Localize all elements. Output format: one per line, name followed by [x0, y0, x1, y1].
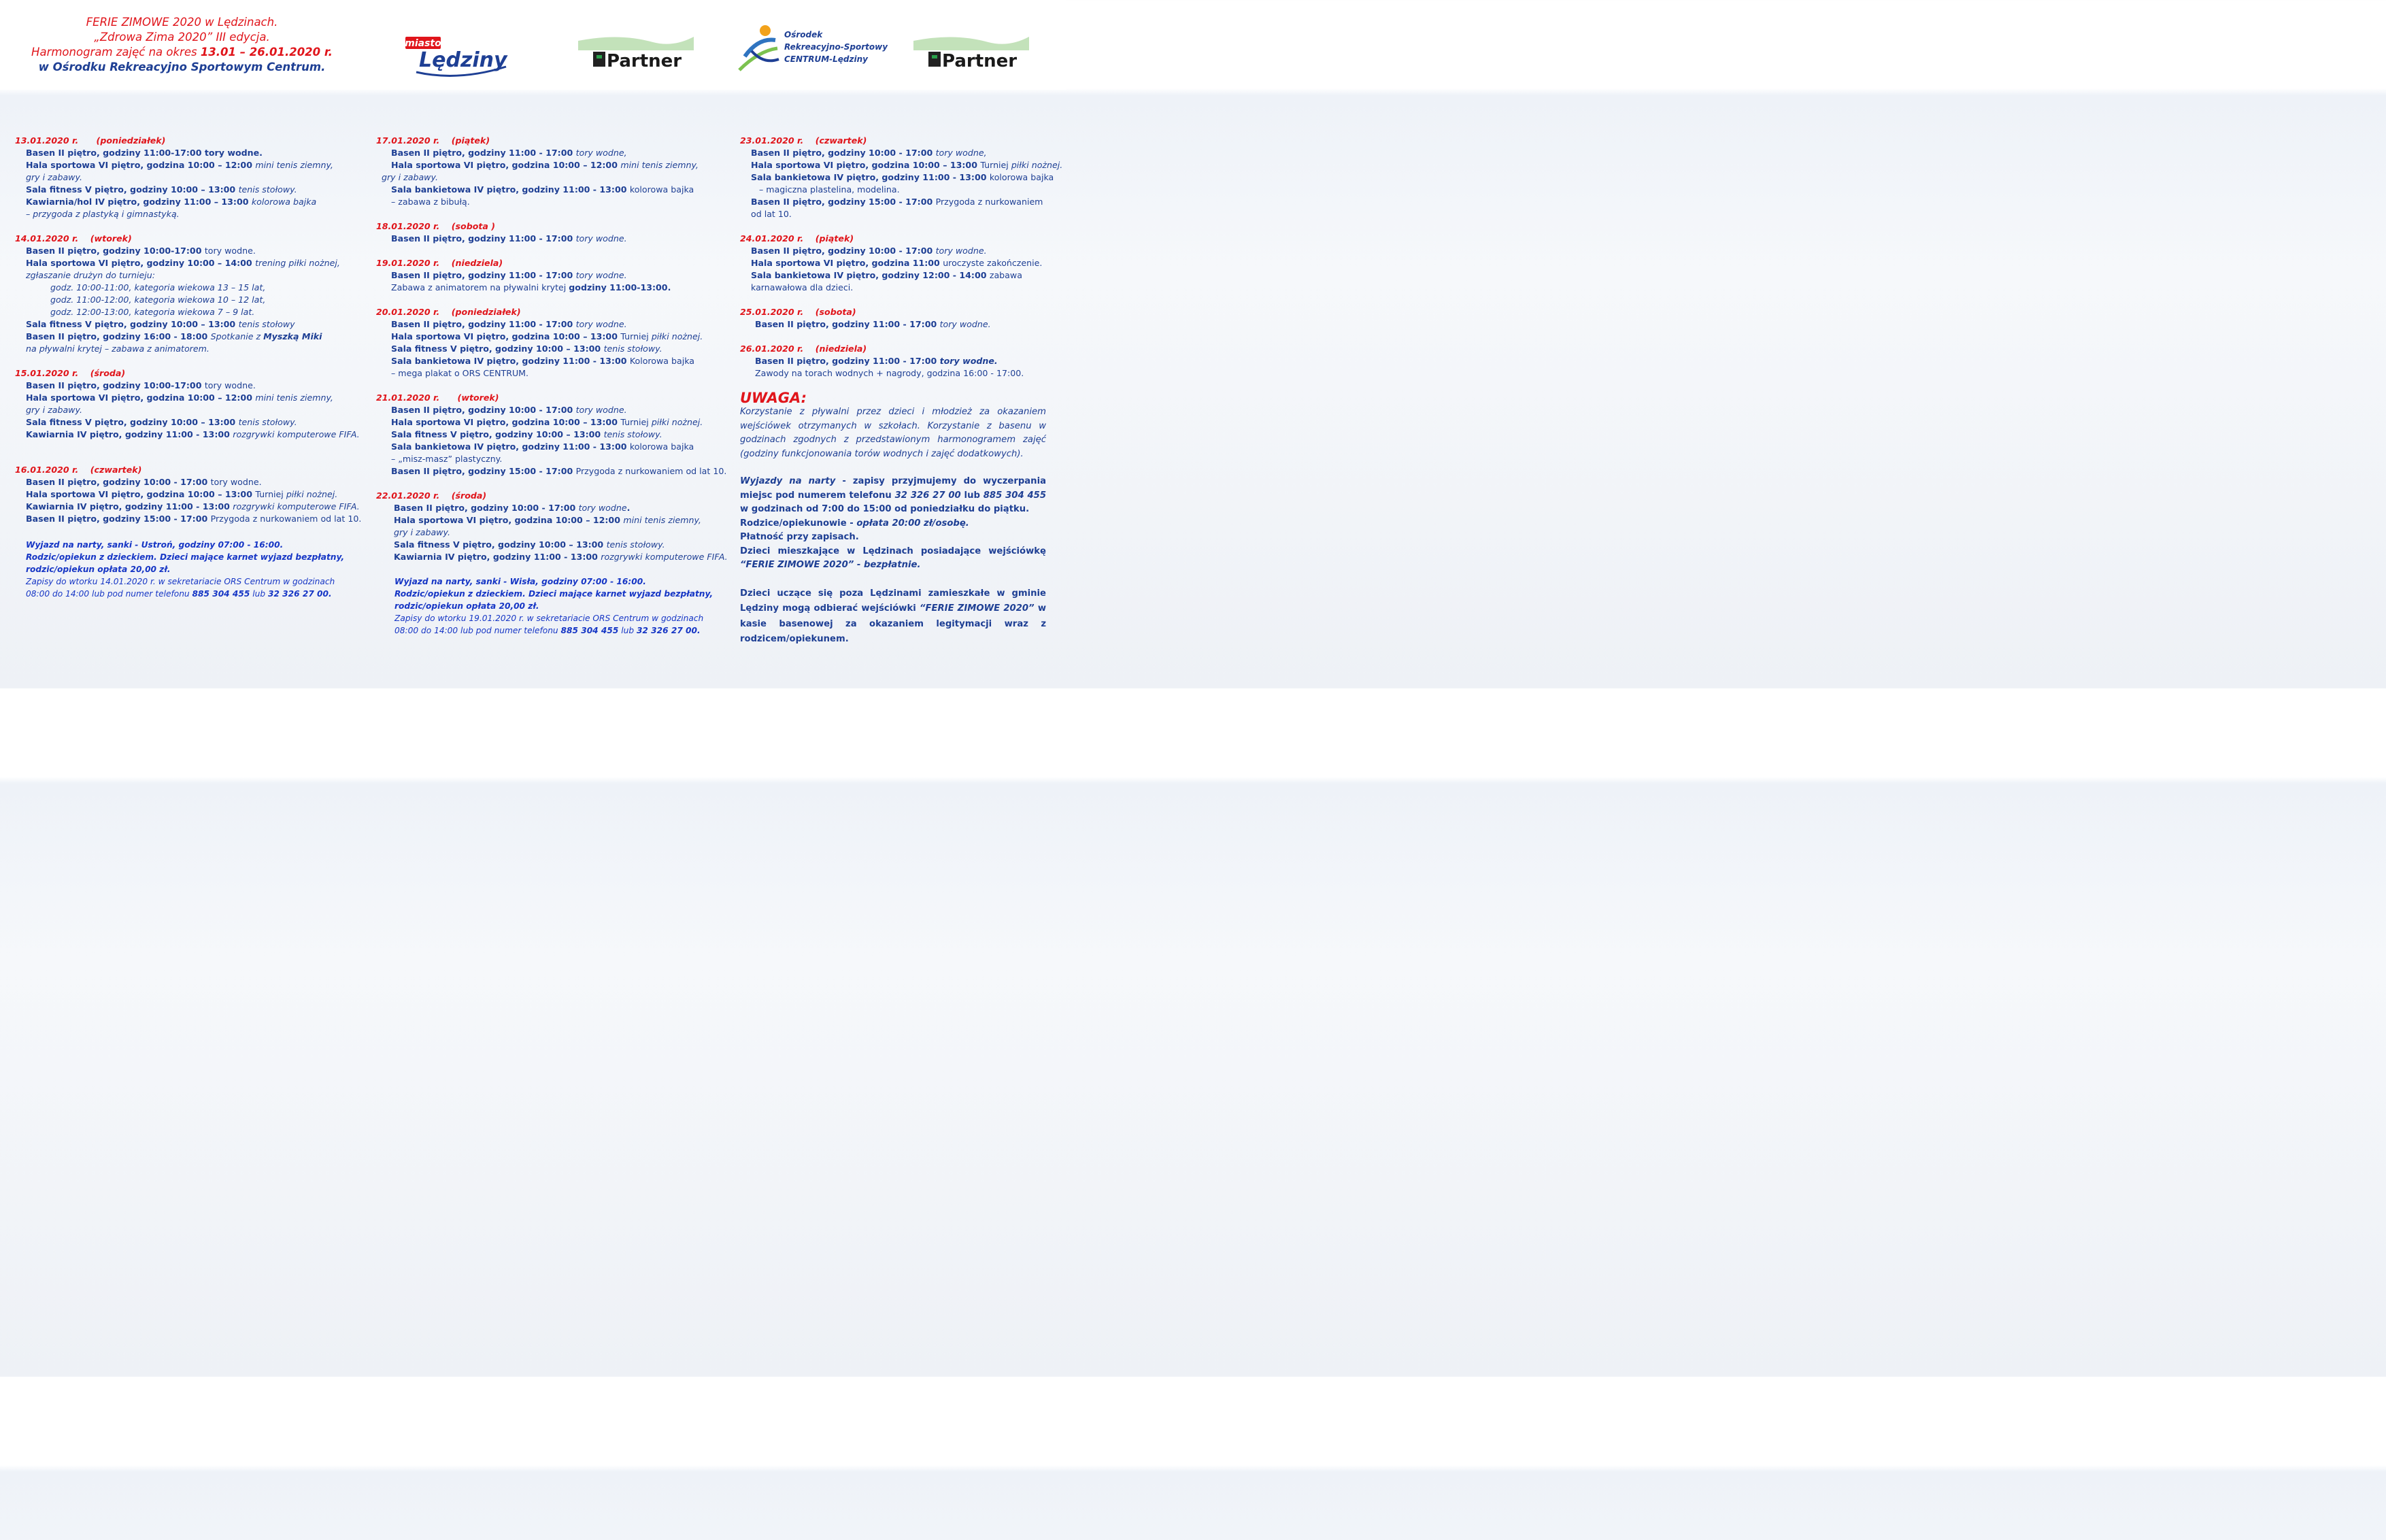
schedule-line: Sala bankietowa IV piętro, godziny 11:00 - 13:00 Kolorowa bajka — [391, 356, 695, 366]
schedule-line: Sala fitness V piętro, godziny 10:00 – 13:00 tenis stołowy. — [391, 429, 662, 439]
day-date: 26.01.2020 r. (niedziela) — [740, 344, 867, 354]
schedule-line: Basen II piętro, godziny 15:00 - 17:00 Przygoda z nurkowaniem od lat 10. — [391, 466, 727, 476]
schedule-line: Basen II piętro, godziny 15:00 - 17:00 Przygoda z nurkowaniem od lat 10. — [26, 514, 362, 524]
schedule-line: karnawałowa dla dzieci. — [751, 282, 854, 292]
day-date: 16.01.2020 r. (czwartek) — [15, 465, 142, 475]
schedule-line: gry i zabawy. — [26, 405, 82, 415]
day-block-22 — [376, 490, 728, 563]
day-block-23 — [740, 135, 1063, 220]
partner-logo — [578, 35, 694, 73]
schedule-line: Sala bankietowa IV piętro, godziny 11:00 - 13:00 kolorowa bajka — [751, 172, 1054, 182]
schedule-line: Hala sportowa VI piętro, godzina 11:00 uroczyste zakończenie. — [751, 258, 1043, 268]
schedule-line: Sala bankietowa IV piętro, godziny 11:00 - 13:00 kolorowa bajka — [391, 184, 694, 195]
schedule-line: Basen II piętro, godziny 10:00 - 17:00 tory wodne. — [391, 405, 627, 415]
notice-title: UWAGA: — [740, 390, 807, 406]
schedule-line: Hala sportowa VI piętro, godziny 10:00 – 14:00 trening piłki nożnej, — [26, 258, 340, 268]
schedule-line: Hala sportowa VI piętro, godzina 10:00 – 12:00 mini tenis ziemny, — [26, 160, 333, 170]
schedule-line: Sala fitness V piętro, godziny 10:00 – 13:00 tenis stołowy — [26, 319, 295, 329]
schedule-line: Sala fitness V piętro, godziny 10:00 – 13:00 tenis stołowy. — [391, 344, 662, 354]
schedule-line: Sala fitness V piętro, godziny 10:00 – 13:00 tenis stołowy. — [26, 417, 297, 427]
day-block-24 — [740, 233, 1046, 294]
day-block-21 — [376, 392, 727, 478]
schedule-line: Hala sportowa VI piętro, godzina 10:00 – 13:00 Turniej piłki nożnej. — [751, 160, 1063, 170]
schedule-line: Basen II piętro, godziny 11:00 - 17:00 tory wodne, — [391, 148, 627, 158]
day-date: 15.01.2020 r. (środa) — [15, 368, 126, 378]
svg-text:Partner: Partner — [607, 51, 682, 71]
schedule-column-1 — [15, 135, 362, 600]
miasto-ledziny-logo — [404, 33, 513, 80]
schedule-line: Basen II piętro, godziny 10:00 - 17:00 tory wodne, — [751, 148, 987, 158]
schedule-line: Kawiarnia IV piętro, godziny 11:00 - 13:00 rozgrywki komputerowe FIFA. — [394, 552, 728, 562]
svg-text:Partner: Partner — [942, 51, 1018, 71]
svg-text:CENTRUM-Lędziny: CENTRUM-Lędziny — [784, 54, 868, 64]
schedule-line: Sala bankietowa IV piętro, godziny 12:00 - 14:00 zabawa — [751, 270, 1022, 280]
title-line-2: „Zdrowa Zima 2020” III edycja. — [94, 31, 270, 44]
schedule-line: gry i zabawy. — [382, 172, 438, 182]
schedule-line: gry i zabawy. — [26, 172, 82, 182]
day-date: 18.01.2020 r. (sobota ) — [376, 221, 496, 231]
svg-text:Lędziny: Lędziny — [419, 48, 507, 72]
schedule-line: Basen II piętro, godziny 11:00 - 17:00 tory wodne. — [391, 270, 627, 280]
day-date: 25.01.2020 r. (sobota) — [740, 307, 856, 317]
day-date: 19.01.2020 r. (niedziela) — [376, 258, 503, 268]
day-date: 24.01.2020 r. (piątek) — [740, 233, 854, 244]
fee-line: Rodzice/opiekunowie - opłata 20:00 zł/osobę. — [740, 518, 969, 529]
ski-trips-info: Wyjazdy na narty - zapisy przyjmujemy do wyczerpania miejsc pod numerem telefonu 32 326 27 00 lub 885 304 455 w godzinach od 7:00 do 15:00 od poniedziałku do piątku. Rodzice/opiekunowie - opłata 20:00 zł/osobę. Płatność przy zapisach. Dzieci mieszkające w Lędzinach posiadające wejściówkę “FERIE ZIMOWE 2020” - bezpłatnie. — [740, 475, 1046, 573]
schedule-line: Basen II piętro, godziny 15:00 - 17:00 Przygoda z nurkowaniem — [751, 197, 1043, 207]
day-date: 22.01.2020 r. (środa) — [376, 490, 487, 501]
day-block-17 — [376, 135, 720, 208]
schedule-column-3 — [740, 135, 1063, 648]
schedule-line: godz. 12:00-13:00, kategoria wiekowa 7 – 9 lat. — [50, 307, 255, 317]
schedule-line: Hala sportowa VI piętro, godzina 10:00 – 13:00 Turniej piłki nożnej. — [391, 331, 703, 341]
schedule-line: Basen II piętro, godziny 10:00 - 17:00 tory wodne. — [26, 477, 262, 487]
schedule-line: Kawiarnia/hol IV piętro, godziny 11:00 – 13:00 kolorowa bajka — [26, 197, 317, 207]
schedule-line: Basen II piętro, godziny 11:00 - 17:00 tory wodne. — [755, 356, 998, 366]
schedule-line: – „misz-masz” plastyczny. — [391, 454, 503, 464]
day-block-14 — [15, 233, 358, 355]
day-block-25 — [740, 306, 1046, 331]
children-info: Dzieci uczące się poza Lędzinami zamieszkałe w gminie Lędziny mogą odbierać wejściówki “FERIE ZIMOWE 2020” w kasie basenowej za okazaniem legitymacji wraz z rodzicem/opiekunem. — [740, 588, 1046, 644]
svg-text:Ośrodek: Ośrodek — [784, 30, 823, 39]
notice-text: Korzystanie z pływalni przez dzieci i młodzież za okazaniem wejściówek otrzymanych w szkołach. Korzystanie z basenu w godzinach zgodnych z przedstawionym harmonogramem zajęć (godziny funkcjonowania torów wodnych i zajęć dodatkowych). — [740, 407, 1046, 459]
day-block-18 — [376, 220, 720, 245]
schedule-line: – przygoda z plastyką i gimnastyką. — [26, 209, 180, 219]
day-date: 20.01.2020 r. (poniedziałek) — [376, 307, 521, 317]
day-date: 17.01.2020 r. (piątek) — [376, 135, 490, 146]
schedule-line: Hala sportowa VI piętro, godzina 10:00 – 13:00 Turniej piłki nożnej. — [391, 417, 703, 427]
schedule-line: Basen II piętro, godziny 11:00-17:00 tory wodne. — [26, 148, 263, 158]
schedule-line: godz. 11:00-12:00, kategoria wiekowa 10 – 12 lat, — [50, 295, 266, 305]
payment-line: Płatność przy zapisach. — [740, 532, 859, 542]
header — [0, 0, 1066, 90]
schedule-line: Basen II piętro, godziny 11:00 - 17:00 tory wodne. — [755, 319, 991, 329]
day-date: 21.01.2020 r. (wtorek) — [376, 392, 499, 403]
schedule-line: – mega plakat o ORS CENTRUM. — [391, 368, 529, 378]
schedule-line: Zabawa z animatorem na pływalni krytej godziny 11:00-13:00. — [391, 282, 671, 292]
schedule-line: Kawiarnia IV piętro, godziny 11:00 - 13:00 rozgrywki komputerowe FIFA. — [26, 429, 360, 439]
schedule-line: Hala sportowa VI piętro, godzina 10:00 – 12:00 mini tenis ziemny, — [391, 160, 699, 170]
partner-logo — [913, 35, 1029, 73]
day-block-26 — [740, 343, 1046, 380]
title-line-3: Harmonogram zajęć na okres 13.01 – 26.01.2020 r. — [31, 46, 333, 58]
schedule-line: Hala sportowa VI piętro, godzina 10:00 – 13:00 Turniej piłki nożnej. — [26, 489, 338, 499]
day-block-15 — [15, 367, 358, 441]
schedule-line: Basen II piętro, godziny 10:00 - 17:00 tory wodne. — [751, 246, 987, 256]
schedule-line: gry i zabawy. — [394, 527, 450, 537]
schedule-line: Kawiarnia IV piętro, godziny 11:00 - 13:00 rozgrywki komputerowe FIFA. — [26, 501, 360, 512]
schedule-line: Basen II piętro, godziny 11:00 - 17:00 tory wodne. — [391, 233, 627, 244]
schedule-line: Hala sportowa VI piętro, godzina 10:00 – 12:00 mini tenis ziemny, — [394, 515, 701, 525]
schedule-line: Basen II piętro, godziny 10:00-17:00 tory wodne. — [26, 246, 256, 256]
schedule-line: godz. 10:00-11:00, kategoria wiekowa 13 – 15 lat, — [50, 282, 266, 292]
page-title — [14, 15, 350, 75]
schedule-line: Basen II piętro, godziny 10:00 - 17:00 tory wodne. — [394, 503, 631, 513]
title-line-1: FERIE ZIMOWE 2020 w Lędzinach. — [86, 16, 278, 29]
ski-trip-note: Wyjazd na narty, sanki - Ustroń, godziny 07:00 - 16:00. Rodzic/opiekun z dzieckiem. Dzieci mające karnet wyjazd bezpłatny, rodzic/opiekun opłata 20,00 zł. Zapisy do wtorku 14.01.2020 r. w sekretariacie ORS Centrum w godzinach 08:00 do 14:00 lub pod numer telefonu 885 304 455 lub 32 326 27 00. — [26, 540, 345, 599]
svg-text:miasto: miasto — [405, 38, 441, 49]
schedule-line: Sala fitness V piętro, godziny 10:00 – 13:00 tenis stołowy. — [26, 184, 297, 195]
day-block-13 — [15, 135, 358, 220]
schedule-line: Sala fitness V piętro, godziny 10:00 – 13:00 tenis stołowy. — [394, 539, 665, 550]
svg-text:Rekreacyjno-Sportowy: Rekreacyjno-Sportowy — [784, 42, 888, 52]
schedule-line: Zawody na torach wodnych + nagrody, godzina 16:00 - 17:00. — [755, 368, 1024, 378]
schedule-line: Sala bankietowa IV piętro, godziny 11:00 - 13:00 kolorowa bajka — [391, 441, 694, 452]
free-entry-line: Dzieci mieszkające w Lędzinach posiadające wejściówkę “FERIE ZIMOWE 2020” - bezpłatnie. — [740, 546, 1046, 570]
osrodek-logo — [738, 24, 888, 75]
day-date: 13.01.2020 r. (poniedziałek) — [15, 135, 166, 146]
schedule-column-2 — [376, 135, 728, 637]
title-line-4: w Ośrodku Rekreacyjno Sportowym Centrum. — [38, 61, 326, 73]
schedule-line: Hala sportowa VI piętro, godzina 10:00 – 12:00 mini tenis ziemny, — [26, 392, 333, 403]
schedule-line: od lat 10. — [751, 209, 792, 219]
schedule-line: Basen II piętro, godziny 16:00 - 18:00 Spotkanie z Myszką Miki — [26, 331, 322, 341]
schedule-line: na pływalni krytej – zabawa z animatorem. — [26, 344, 209, 354]
ski-trip-note: Wyjazd na narty, sanki - Wisła, godziny 07:00 - 16:00. Rodzic/opiekun z dzieckiem. Dzieci mające karnet wyjazd bezpłatny, rodzic/opiekun opłata 20,00 zł. Zapisy do wtorku 19.01.2020 r. w sekretariacie ORS Centrum w godzinach 08:00 do 14:00 lub pod numer telefonu 885 304 455 lub 32 326 27 00. — [394, 577, 713, 635]
day-block-20 — [376, 306, 720, 380]
schedule-line: zgłaszanie drużyn do turnieju: — [26, 270, 156, 280]
schedule-line: – zabawa z bibułą. — [391, 197, 470, 207]
schedule-line: Basen II piętro, godziny 11:00 - 17:00 tory wodne. — [391, 319, 627, 329]
schedule-line: Basen II piętro, godziny 10:00-17:00 tory wodne. — [26, 380, 256, 390]
day-block-16 — [15, 464, 362, 525]
schedule-line: – magiczna plastelina, modelina. — [759, 184, 900, 195]
day-block-19 — [376, 257, 720, 294]
day-date: 23.01.2020 r. (czwartek) — [740, 135, 867, 146]
day-date: 14.01.2020 r. (wtorek) — [15, 233, 132, 244]
